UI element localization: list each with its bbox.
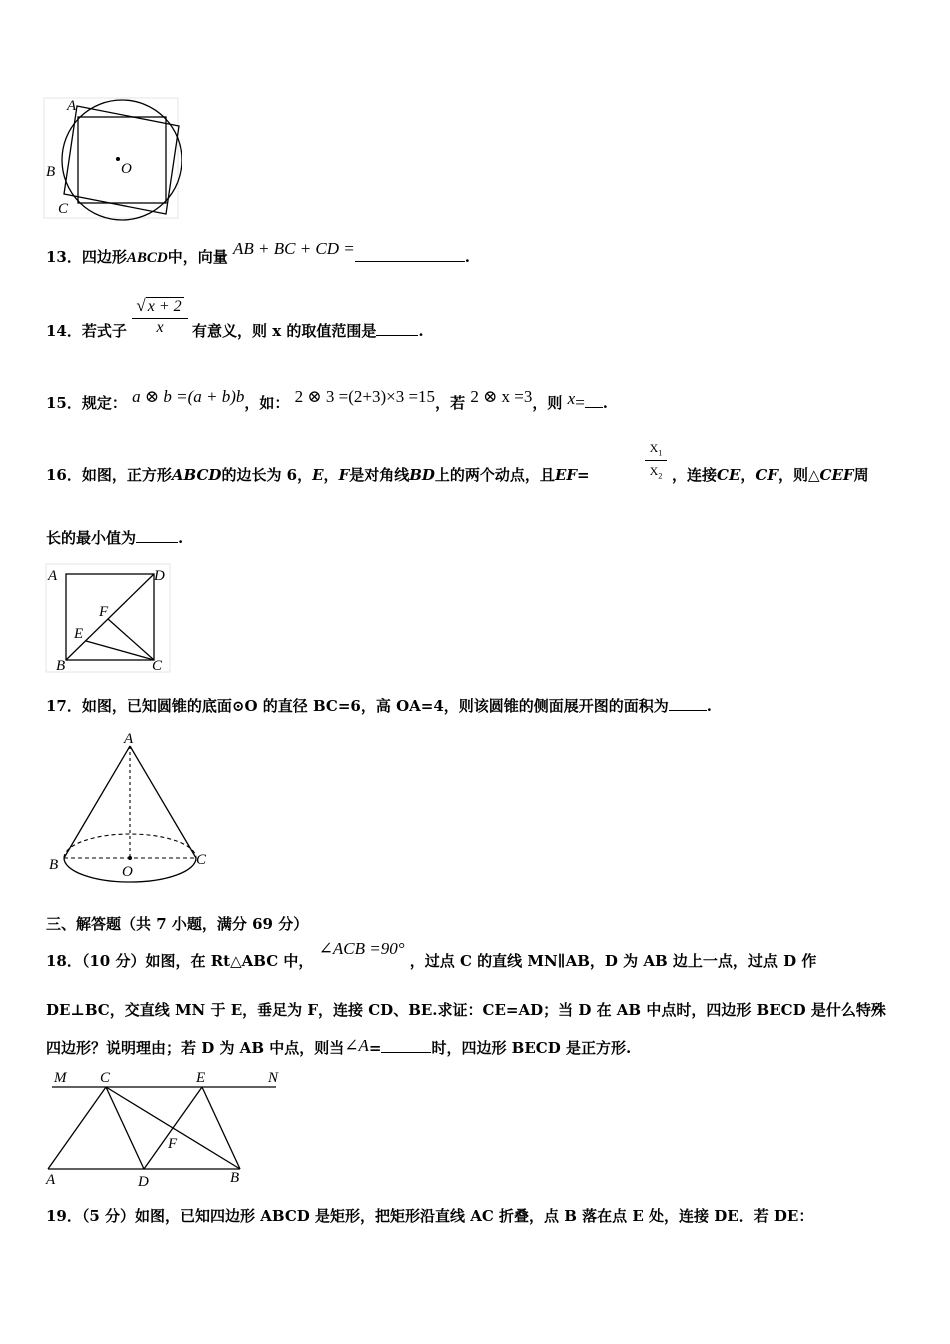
q14-end: .	[418, 322, 424, 340]
q18-text2: ，过点 C 的直线 MN∥AB，D 为 AB 边上一点，过点 D 作	[409, 952, 817, 970]
q15-text4: ，则	[532, 394, 563, 412]
q13-end: .	[464, 248, 471, 266]
q16-text5: ，连接	[672, 466, 718, 484]
label-e: E	[74, 626, 84, 642]
q13-text2: 中，向量	[167, 248, 228, 266]
q16-ef: EF	[554, 466, 578, 484]
q15-definition-lhs: a ⊗ b =	[132, 387, 188, 406]
label-c: C	[152, 658, 163, 674]
q15-number: 15．	[46, 394, 82, 412]
q16-text4: 上的两个动点，且	[434, 466, 555, 484]
q16-text7: 周	[853, 466, 869, 484]
label-a: A	[67, 98, 77, 114]
q16-number: 16．	[46, 466, 82, 484]
q15-definition-rhs: (a + b)b	[187, 387, 245, 406]
q16-text6: ，则△	[778, 466, 820, 484]
question-19	[46, 1205, 813, 1226]
q18-text4: 四边形？说明理由；若 D 为 AB 中点，则当	[46, 1039, 345, 1057]
q16-frac-bottom: X	[649, 464, 659, 479]
label-b: B	[46, 164, 56, 180]
q14-number: 14．	[46, 322, 82, 340]
q16-fraction	[645, 441, 667, 481]
q15-variable: x	[567, 389, 576, 408]
question-16-line2	[46, 527, 183, 548]
label-c: C	[58, 201, 69, 217]
q19-text: （5 分）如图，已知四边形 ABCD 是矩形，把矩形沿直线 AC 折叠，点 B 落在点 E 处，连接 DE．若 DE：	[81, 1207, 814, 1225]
label-o: O	[122, 864, 133, 880]
label-f: F	[99, 604, 109, 620]
q18-text3: DE⊥BC，交直线 MN 于 E，垂足为 F，连接 CD、BE.求证：CE=AD；当 D 在 AB 中点时，四边形 BECD 是什么特殊	[46, 1001, 886, 1019]
question-15	[46, 387, 609, 413]
q15-text3: ，若	[435, 394, 466, 412]
q13-text: 四边形	[81, 248, 127, 266]
label-b: B	[49, 857, 59, 873]
q17-answer-blank[interactable]	[669, 696, 707, 711]
q14-numerator: x + 2	[147, 298, 182, 315]
q14-answer-blank[interactable]	[376, 321, 418, 336]
q14-text: 若式子	[81, 322, 127, 340]
label-f: F	[168, 1136, 178, 1152]
label-a: A	[46, 1172, 56, 1188]
q19-number: 19．	[46, 1207, 82, 1225]
q14-denominator: x	[156, 319, 164, 336]
q16-comma: ，	[323, 466, 339, 484]
q17-text: 如图，已知圆锥的底面⊙O 的直径 BC=6，高 OA=4，则该圆锥的侧面展开图的面积为	[81, 697, 669, 715]
q14-text2: 有意义，则 x 的取值范围是	[192, 322, 377, 340]
figure-cone	[44, 728, 214, 883]
label-e: E	[196, 1070, 206, 1086]
q15-text2: ，如：	[244, 394, 290, 412]
q15-end: .	[602, 394, 609, 412]
q15-example: 2 ⊗ 3 =(2+3)×3 =15	[294, 387, 436, 406]
q18-angle-a: ∠A	[344, 1036, 369, 1055]
q16-cf: CF	[755, 466, 778, 484]
q16-bd: BD	[409, 466, 435, 484]
q15-condition: 2 ⊗ x =3	[470, 387, 533, 406]
section-3-title: 三、解答题（共 7 小题，满分 69 分）	[46, 915, 309, 933]
q16-frac-bottom-sub: 2	[658, 471, 663, 481]
q18-answer-blank[interactable]	[381, 1038, 431, 1053]
question-18-line1	[46, 939, 817, 971]
label-b: B	[230, 1170, 240, 1186]
label-m: M	[54, 1070, 67, 1086]
question-14-rest	[192, 320, 424, 341]
question-18-line2	[46, 999, 886, 1020]
q18-text5: 时，四边形 BECD 是正方形.	[431, 1039, 632, 1057]
question-17	[46, 695, 712, 716]
q15-equals: =	[575, 393, 585, 412]
label-o: O	[121, 161, 132, 177]
q13-number: 13．	[46, 248, 82, 266]
q16-text2: 的边长为 6，	[221, 466, 313, 484]
q16-shape: ABCD	[171, 466, 222, 484]
question-13	[46, 239, 471, 267]
q16-text8: 长的最小值为	[46, 529, 137, 547]
label-a: A	[124, 731, 134, 747]
label-b: B	[56, 658, 66, 674]
figure-square-diagonal	[44, 562, 174, 674]
q15-text: 规定：	[81, 394, 127, 412]
q17-number: 17．	[46, 697, 82, 715]
q16-frac-top: X	[649, 441, 659, 455]
label-c: C	[100, 1070, 111, 1086]
q16-end: .	[178, 529, 184, 547]
q17-end: .	[706, 697, 713, 715]
q18-text1: （10 分）如图，在 Rt△ABC 中，	[81, 952, 314, 970]
question-18-line3	[46, 1037, 631, 1058]
q15-answer-blank[interactable]	[585, 393, 603, 408]
question-16-line1	[46, 464, 590, 485]
q13-shape: ABCD	[126, 250, 168, 266]
q16-answer-blank[interactable]	[136, 528, 178, 543]
figure-circle-squares	[42, 96, 182, 222]
label-c: C	[196, 852, 207, 868]
q16-ce: CE	[717, 466, 741, 484]
q13-answer-blank[interactable]	[355, 247, 465, 262]
figure-parallel-lines	[44, 1066, 294, 1190]
q16-e: E	[312, 466, 324, 484]
q13-expression: AB + BC + CD =	[233, 239, 355, 258]
q14-fraction: √ x + 2 x	[132, 296, 188, 337]
q18-equals: =	[368, 1039, 382, 1057]
q18-number: 18．	[46, 952, 82, 970]
question-14	[46, 320, 127, 341]
label-d: D	[138, 1174, 149, 1190]
label-d: D	[154, 568, 165, 584]
q16-frac-top-sub: 1	[658, 448, 663, 458]
q16-text3: 是对角线	[349, 466, 410, 484]
label-n: N	[268, 1070, 279, 1086]
q16-text1: 如图，正方形	[81, 466, 172, 484]
q16-equal: =	[577, 466, 590, 484]
q18-angle: ∠ACB =90°	[318, 939, 405, 958]
question-16-line1-rest: ，连接CE，CF，则△CEF周	[672, 466, 869, 484]
q16-f: F	[338, 466, 350, 484]
q16-cef: CEF	[819, 466, 854, 484]
label-a: A	[48, 568, 58, 584]
